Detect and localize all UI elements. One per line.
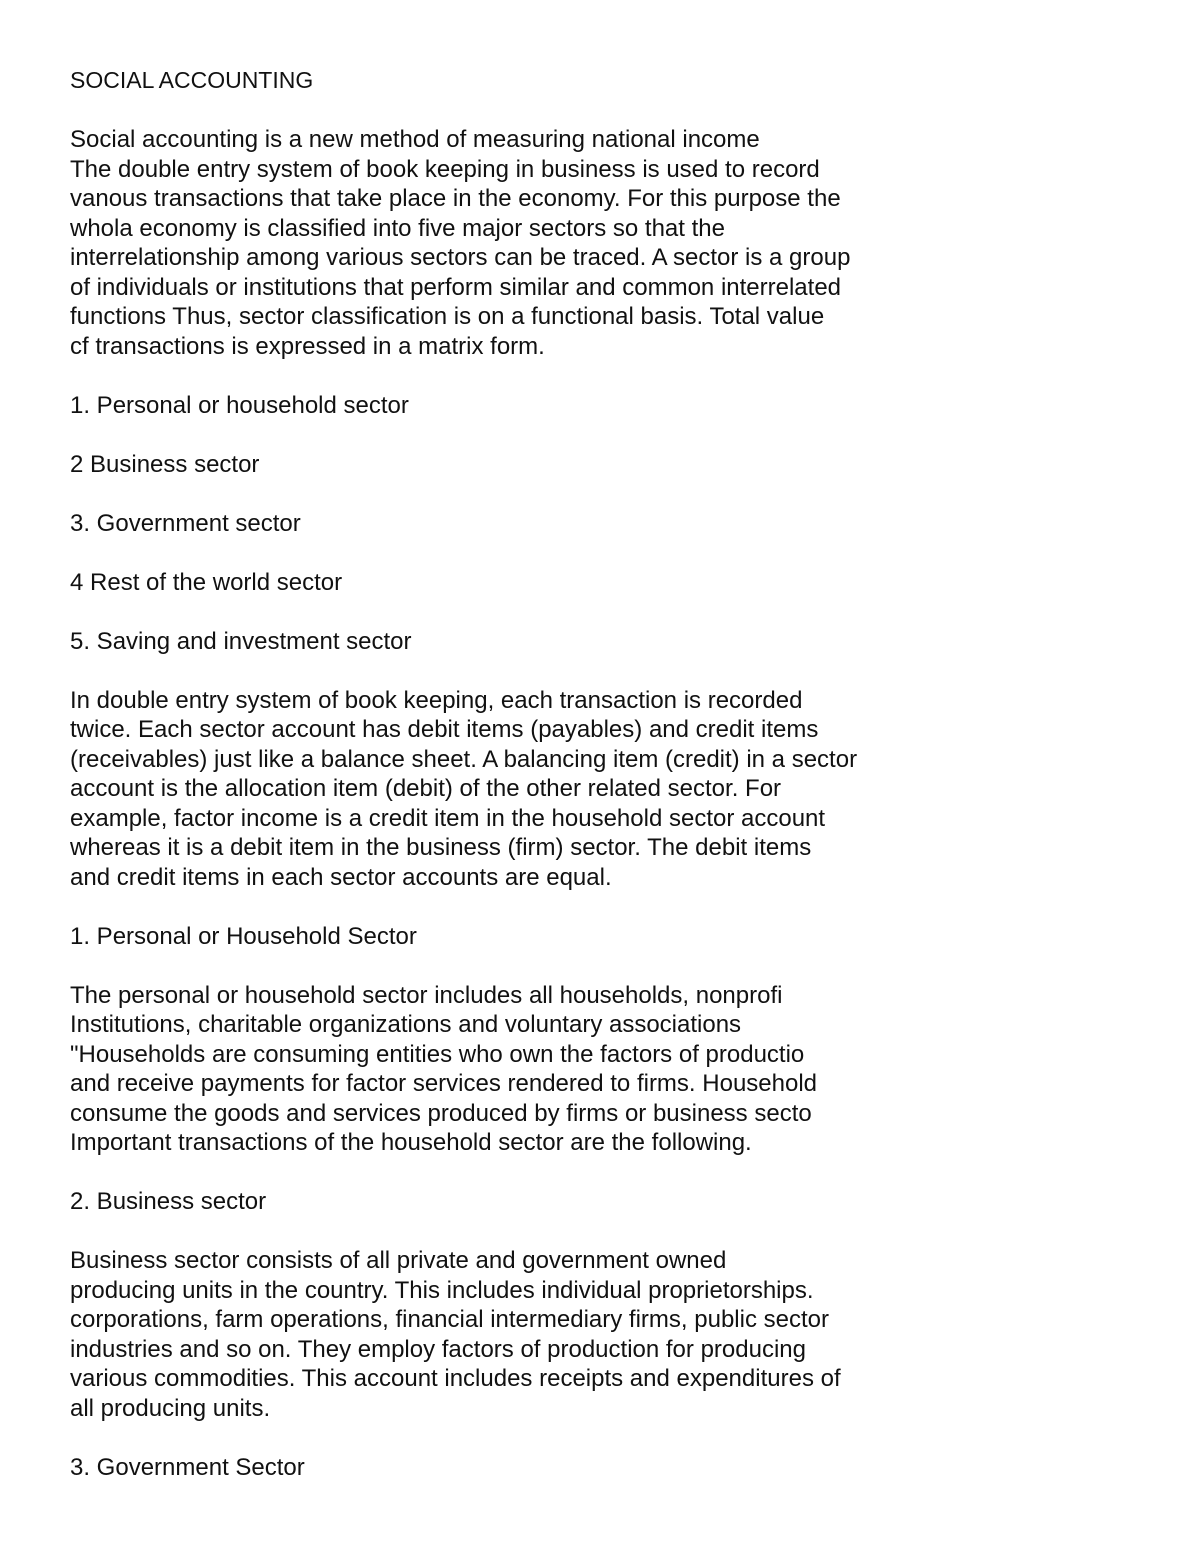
intro-line: whola economy is classified into five major sectors so that the [70, 214, 725, 242]
double-entry-line: example, factor income is a credit item in the household sector account [70, 804, 826, 832]
sector-list-item: 5. Saving and investment sector [70, 627, 412, 655]
spacer [70, 951, 1150, 981]
double-entry-line: whereas it is a debit item in the business (firm) sector. The debit items [70, 834, 812, 861]
business-line: producing units in the country. This includes individual proprietorships. [70, 1276, 814, 1304]
spacer [70, 1423, 1150, 1453]
intro-paragraph [70, 125, 1150, 361]
sector-list-item: 3. Government sector [70, 509, 301, 537]
spacer [70, 1158, 1150, 1188]
double-entry-paragraph [70, 686, 1150, 893]
intro-line: vanous transactions that take place in the economy. For this purpose the [70, 185, 841, 212]
household-paragraph [70, 981, 1150, 1158]
spacer [70, 538, 1150, 568]
household-line: The personal or household sector includes all households, nonprofi [70, 981, 783, 1009]
intro-line: of individuals or institutions that perform similar and common interrelated [70, 273, 842, 301]
double-entry-line: and credit items in each sector accounts are equal. [70, 863, 612, 891]
business-paragraph [70, 1246, 1150, 1423]
household-line: and receive payments for factor services rendered to firms. Household [70, 1070, 818, 1097]
intro-line: interrelationship among various sectors can be traced. A sector is a group [70, 244, 851, 271]
spacer [70, 892, 1150, 922]
double-entry-line: account is the allocation item (debit) of the other related sector. For [70, 775, 782, 802]
intro-line: functions Thus, sector classification is on a functional basis. Total value [70, 303, 825, 330]
sector-list [70, 391, 1150, 657]
spacer [70, 1217, 1150, 1247]
spacer [70, 597, 1150, 627]
double-entry-line: In double entry system of book keeping, each transaction is recorded [70, 686, 803, 714]
sector-list-item: 4 Rest of the world sector [70, 568, 343, 596]
spacer [70, 420, 1150, 450]
spacer [70, 96, 1150, 126]
business-line: all producing units. [70, 1394, 271, 1422]
household-line: consume the goods and services produced by firms or business secto [70, 1099, 812, 1127]
sector-list-item: 2 Business sector [70, 450, 260, 478]
sector-list-item: 1. Personal or household sector [70, 391, 409, 419]
intro-line: Social accounting is a new method of measuring national income [70, 126, 760, 153]
business-line: corporations, farm operations, financial intermediary firms, public sector [70, 1306, 829, 1333]
household-line: Institutions, charitable organizations and voluntary associations [70, 1011, 742, 1038]
spacer [70, 479, 1150, 509]
business-heading: 2. Business sector [70, 1188, 267, 1215]
intro-line: The double entry system of book keeping in business is used to record [70, 155, 820, 183]
document-page [70, 66, 1150, 1482]
household-heading: 1. Personal or Household Sector [70, 922, 417, 950]
double-entry-line: twice. Each sector account has debit items (payables) and credit items [70, 716, 819, 743]
document-title: SOCIAL ACCOUNTING [70, 67, 314, 93]
double-entry-line: (receivables) just like a balance sheet. A balancing item (credit) in a sector [70, 745, 858, 773]
household-line: "Households are consuming entities who own the factors of productio [70, 1040, 805, 1068]
household-line: Important transactions of the household sector are the following. [70, 1129, 752, 1156]
government-heading: 3. Government Sector [70, 1453, 305, 1481]
spacer [70, 361, 1150, 391]
business-line: industries and so on. They employ factors of production for producing [70, 1335, 806, 1363]
business-line: Business sector consists of all private and government owned [70, 1247, 727, 1274]
intro-line: cf transactions is expressed in a matrix form. [70, 332, 545, 360]
spacer [70, 656, 1150, 686]
business-line: various commodities. This account includes receipts and expenditures of [70, 1365, 841, 1392]
